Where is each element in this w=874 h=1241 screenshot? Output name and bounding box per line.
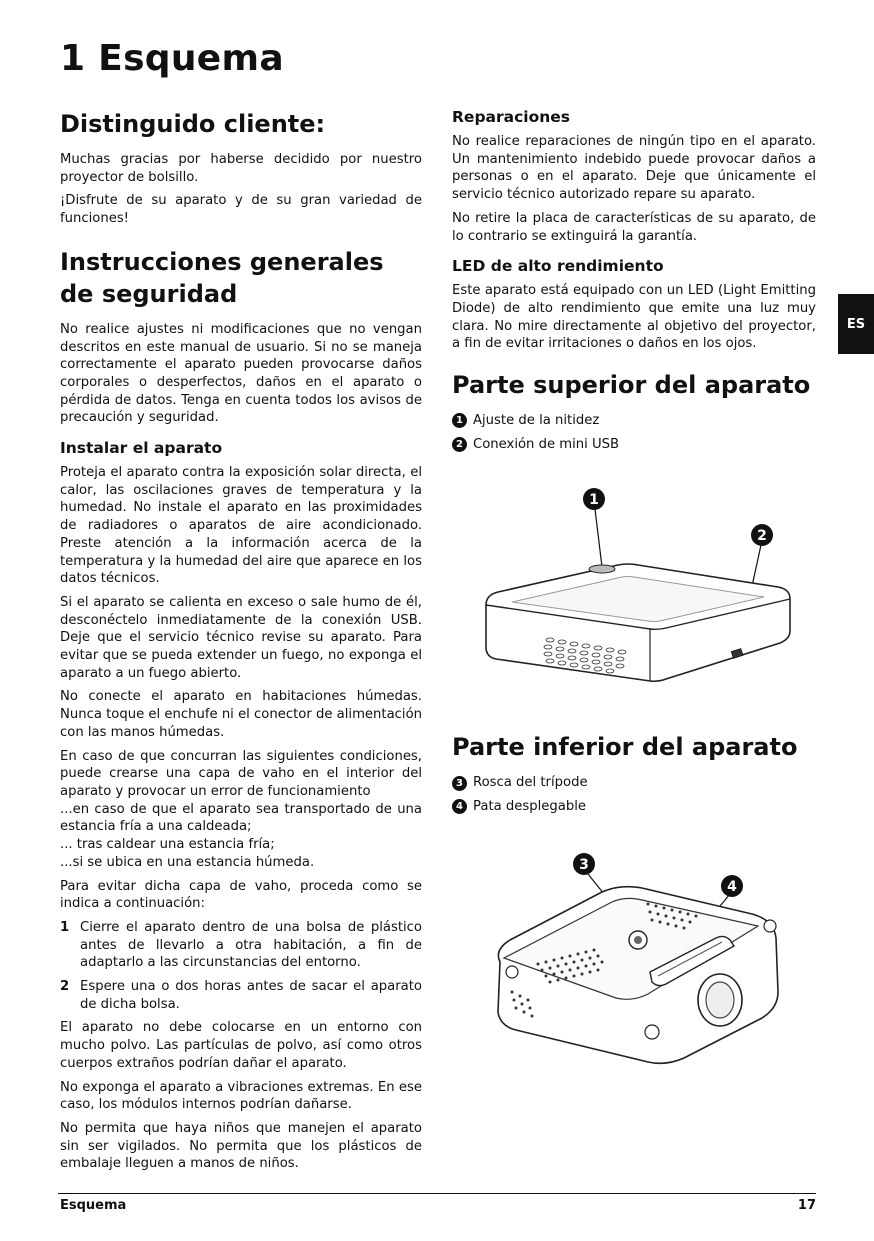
- page-title: 1 Esquema: [60, 38, 284, 79]
- legend-label: Pata desplegable: [473, 799, 586, 815]
- legend-item: [452, 774, 816, 792]
- paragraph-disfrute: ¡Disfrute de su aparato y de su gran variedad de funciones!: [60, 193, 422, 227]
- step-text: Espere una o dos horas antes de sacar el aparato de dicha bolsa.: [80, 979, 422, 1012]
- callout-number-badge: 4: [452, 799, 467, 814]
- heading-instalar-aparato: Instalar el aparato: [60, 439, 223, 458]
- footer-page-number: 17: [797, 1198, 816, 1213]
- legend-item: [452, 436, 816, 454]
- callout-number-badge: 1: [452, 413, 467, 428]
- callout-label: 4: [727, 878, 737, 895]
- footer-rule: [58, 1193, 816, 1194]
- step-text: Cierre el aparato dentro de una bolsa de plástico antes de llevarlo a otra habitación, a fin de adaptarlo a las circunstancias del entorno.: [80, 919, 422, 971]
- paragraph-vibraciones: No exponga el aparato a vibraciones extremas. En ese caso, los módulos internos podrían dañarse.: [60, 1079, 422, 1113]
- heading-led: LED de alto rendimiento: [452, 257, 664, 276]
- paragraph-placa: No retire la placa de características de su aparato, de lo contrario se extinguirá la garantía.: [452, 210, 816, 244]
- legend-label: Ajuste de la nitidez: [473, 413, 600, 429]
- callout-number-badge: 3: [452, 776, 467, 791]
- paragraph-polvo: El aparato no debe colocarse en un entorno con mucho polvo. Las partículas de polvo, así como otros cuerpos extraños podrían dañar el aparato.: [60, 1020, 422, 1071]
- legend-label: Conexión de mini USB: [473, 436, 620, 452]
- paragraph-vaho-3: ...si se ubica en una estancia húmeda.: [60, 854, 315, 870]
- paragraph-gracias: Muchas gracias por haberse decidido por nuestro proyector de bolsillo.: [60, 152, 422, 185]
- paragraph-vaho: En caso de que concurran las siguientes condiciones, puede crearse una capa de vaho en el interior del aparato y provocar un error de funcionamiento: [60, 748, 422, 799]
- callout-label: 2: [757, 528, 767, 545]
- projector-top-illustration: [452, 459, 816, 711]
- heading-distinguido-cliente: Distinguido cliente:: [60, 110, 326, 138]
- heading-reparaciones: Reparaciones: [452, 108, 571, 126]
- paragraph-ajustes: No realice ajustes ni modificaciones que no vengan descritos en este manual de usuario. Si no se maneja correctamente el aparato pueden provocarse daños corporales o desperfectos, daños en el aparato o pérdida de datos. Tenga en cuenta todos los avisos de precaución y seguridad.: [60, 321, 422, 426]
- paragraph-ninos: No permita que haya niños que manejen el aparato sin ser vigilados. No permita que los plásticos de embalaje lleguen a manos de niños.: [60, 1120, 422, 1172]
- heading-instrucciones-seguridad: Instrucciones generales de seguridad: [60, 247, 384, 308]
- paragraph-proteja: Proteja el aparato contra la exposición solar directa, el calor, las oscilaciones graves de temperatura y la humedad. No instale el aparato en las proximidades de radiadores o aparatos de aire acondicionado. Preste atención a la información acerca de la temperatura y la humedad del aire que aparece en los datos técnicos.: [60, 465, 422, 587]
- paragraph-calienta: Si el aparato se calienta en exceso o sale humo de él, desconéctelo inmediatamente de la conexión USB. Deje que el servicio técnico revise su aparato. Para evitar que se pueda extender un fuego, no exponga el aparato a un fuego abierto.: [60, 594, 422, 681]
- paragraph-vaho-1: ...en caso de que el aparato sea transportado de una estancia fría a una caldeada;: [60, 801, 422, 835]
- left-column: [60, 108, 422, 1179]
- footer-section-name: Esquema: [60, 1198, 127, 1213]
- paragraph-humedas: No conecte el aparato en habitaciones húmedas. Nunca toque el enchufe ni el conector de alimentación con las manos húmedas.: [60, 689, 422, 740]
- legend-label: Rosca del trípode: [473, 775, 588, 791]
- callout-number-badge: 2: [452, 437, 467, 452]
- callout-label: 1: [589, 492, 599, 509]
- heading-parte-inferior: Parte inferior del aparato: [452, 733, 798, 762]
- language-tab: ES: [838, 294, 874, 354]
- numbered-step: [60, 978, 422, 1013]
- paragraph-reparaciones: No realice reparaciones de ningún tipo en el aparato. Un mantenimiento indebido puede provocar daños a personas o en el aparato. Deje que únicamente el servicio técnico autorizado repare su aparato.: [452, 134, 816, 203]
- paragraph-led: Este aparato está equipado con un LED (Light Emitting Diode) de alto rendimiento que emite una luz muy clara. No mire directamente al objetivo del proyector, a fin de evitar irritaciones o daños en los ojos.: [452, 283, 816, 352]
- callout-label: 3: [579, 856, 589, 873]
- paragraph-vaho-2: ... tras caldear una estancia fría;: [60, 837, 275, 853]
- right-column: [452, 108, 816, 1072]
- numbered-step: [60, 919, 422, 972]
- step-number: 1: [60, 919, 70, 935]
- step-number: 2: [60, 979, 70, 995]
- paragraph-evitar: Para evitar dicha capa de vaho, proceda como se indica a continuación:: [60, 878, 422, 912]
- legend-item: [452, 798, 816, 816]
- heading-parte-superior: Parte superior del aparato: [452, 371, 811, 400]
- projector-bottom-illustration: [452, 822, 816, 1072]
- legend-item: [452, 412, 816, 430]
